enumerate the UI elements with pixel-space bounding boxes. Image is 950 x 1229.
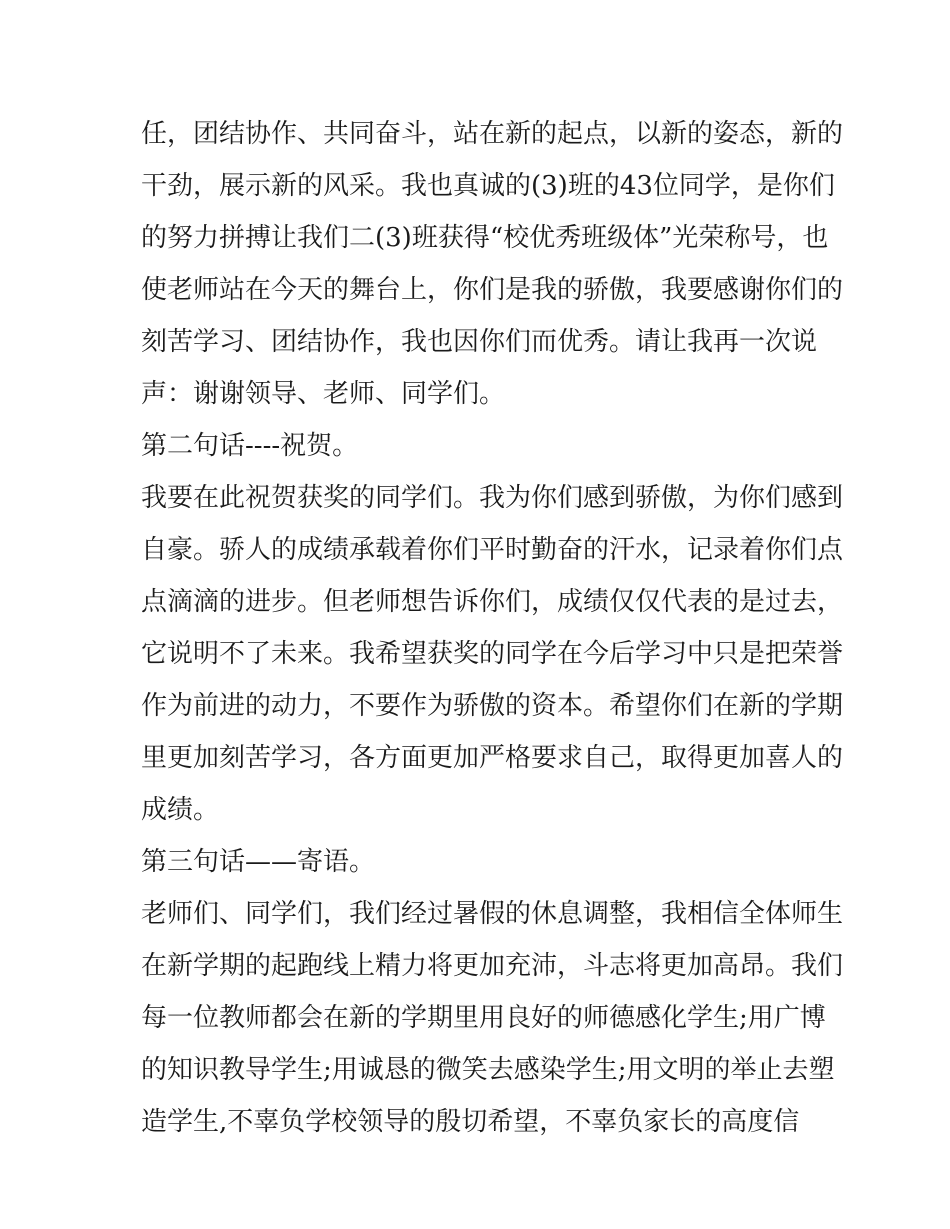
- text-line-16: 老师们、同学们，我们经过暑假的休息调整，我相信全体师生: [141, 899, 844, 929]
- text-line-11: 它说明不了未来。我希望获奖的同学在今后学习中只是把荣誉: [141, 639, 844, 669]
- text-line-18: 每一位教师都会在新的学期里用良好的师德感化学生;用广博: [141, 1003, 826, 1033]
- body-text: [141, 108, 844, 1148]
- text-line-13: 里更加刻苦学习，各方面更加严格要求自己，取得更加喜人的: [141, 743, 844, 773]
- text-line-8: 我要在此祝贺获奖的同学们。我为你们感到骄傲，为你们感到: [141, 483, 844, 513]
- text-line-9: 自豪。骄人的成绩承载着你们平时勤奋的汗水，记录着你们点: [141, 535, 844, 565]
- section-heading-2: 第二句话----祝贺。: [141, 431, 359, 461]
- text-line-3: 的努力拼搏让我们二(3)班获得“校优秀班级体”光荣称号，也: [141, 223, 829, 253]
- text-line-10: 点滴滴的进步。但老师想告诉你们，成绩仅仅代表的是过去，: [141, 587, 844, 617]
- text-line-1: 任，团结协作、共同奋斗，站在新的起点，以新的姿态，新的: [141, 119, 844, 149]
- text-line-14: 成绩。: [141, 795, 220, 825]
- section-heading-3: 第三句话——寄语。: [141, 847, 376, 877]
- text-line-6: 声：谢谢领导、老师、同学们。: [141, 379, 506, 409]
- text-line-4: 使老师站在今天的舞台上，你们是我的骄傲，我要感谢你们的: [141, 275, 844, 305]
- text-line-17: 在新学期的起跑线上精力将更加充沛，斗志将更加高昂。我们: [141, 951, 844, 981]
- text-line-20: 造学生,不辜负学校领导的殷切希望，不辜负家长的高度信: [141, 1107, 800, 1137]
- text-line-5: 刻苦学习、团结协作，我也因你们而优秀。请让我再一次说: [141, 327, 818, 357]
- text-line-19: 的知识教导学生;用诚恳的微笑去感染学生;用文明的举止去塑: [141, 1055, 835, 1085]
- text-line-12: 作为前进的动力，不要作为骄傲的资本。希望你们在新的学期: [141, 691, 844, 721]
- text-line-2: 干劲，展示新的风采。我也真诚的(3)班的43位同学，是你们: [141, 171, 835, 201]
